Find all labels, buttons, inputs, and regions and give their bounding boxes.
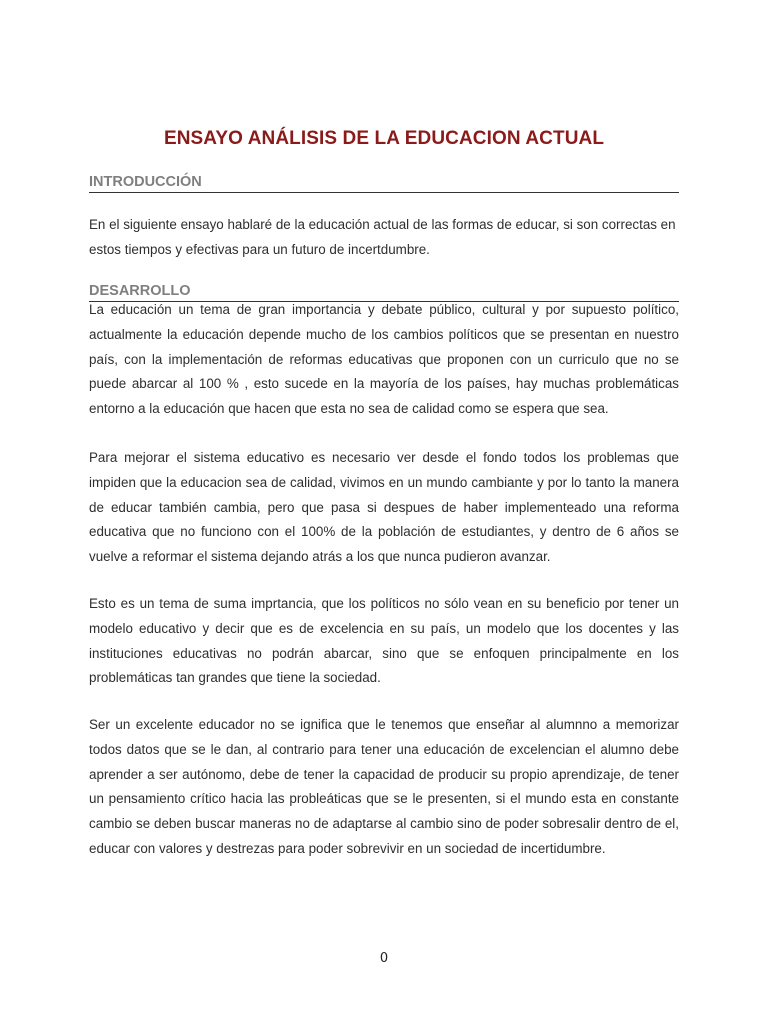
page-number: 0 <box>379 951 389 966</box>
document-title: ENSAYO ANÁLISIS DE LA EDUCACION ACTUAL <box>163 128 605 149</box>
body-paragraph-4: Ser un excelente educador no se ignifica que le tenemos que enseñar al alumnno a memorizar todos datos que se le dan, al contrario para tener una educación de excelencian el alumno debe aprender a ser autónomo, debe de tener la capacidad de producir su propio aprendizaje, de tener un pensamiento crítico hacia las probleáticas que se le presenten, si el mundo esta en constante cambio se deben buscar maneras no de adaptarse al cambio sino de poder sobresalir dentro de el, educar con valores y destrezas para poder sobrevivir en un sociedad de incertidumbre. <box>89 717 679 856</box>
body-paragraph-1: La educación un tema de gran importancia y debate público, cultural y por supuesto político, actualmente la educación depende mucho de los cambios políticos que se presentan en nuestro país, con la implementación de reformas educativas que proponen con un curriculo que no se puede abarcar al 100 % , esto sucede en la mayoría de los países, hay muchas problemáticas entorno a la educación que hacen que esta no sea de calidad como se espera que sea. <box>89 302 679 417</box>
section-heading-introduccion: INTRODUCCIÓN <box>89 174 679 193</box>
section-heading-desarrollo: DESARROLLO <box>89 283 679 302</box>
body-paragraph-2: Para mejorar el sistema educativo es necesario ver desde el fondo todos los problemas que impiden que la educacion sea de calidad, vivimos en un mundo cambiante y por lo tanto la manera de educar también cambia, pero que pasa si despues de haber implementeado una reforma educativa que no funciono con el 100% de la población de estudiantes, y dentro de 6 años se vuelve a reformar el sistema dejando atrás a los que nunca pudieron avanzar. <box>89 450 679 565</box>
body-paragraph-3: Esto es un tema de suma imprtancia, que los políticos no sólo vean en su beneficio por tener un modelo educativo y decir que es de excelencia en su país, un modelo que los docentes y las instituciones educativas no podrán abarcar, sino que se enfoquen principalmente en los problemáticas tan grandes que tiene la sociedad. <box>89 596 679 686</box>
intro-paragraph: En el siguiente ensayo hablaré de la educación actual de las formas de educar, si son correctas en estos tiempos y efectivas para un futuro de incertdumbre. <box>89 217 676 257</box>
